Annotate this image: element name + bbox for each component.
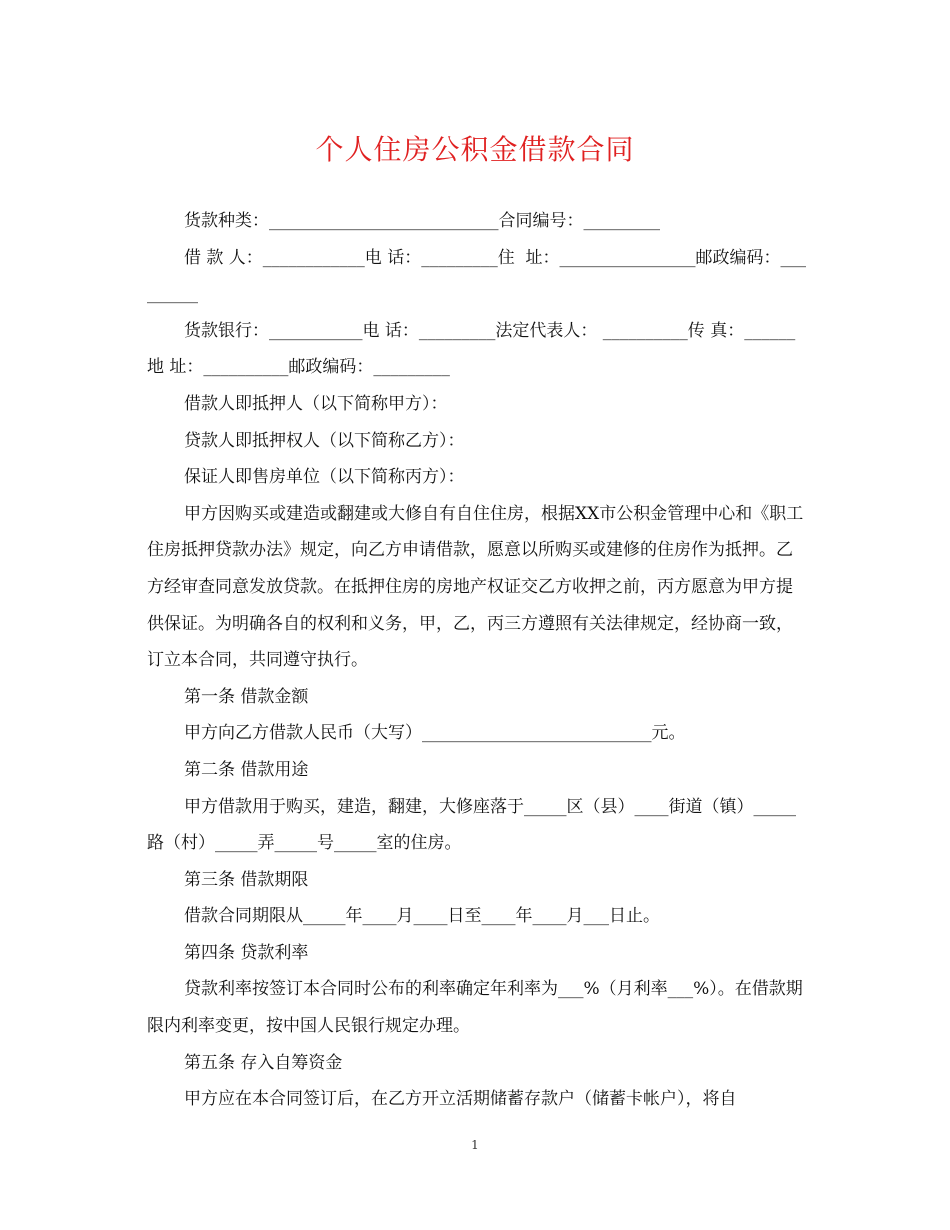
- party-b-definition: 贷款人即抵押权人（以下简称乙方）：: [184, 430, 465, 451]
- bank-info-line: 货款银行：___________电 话：_________法定代表人： __________传 真：______地 址：__________邮政编码：_________: [147, 320, 796, 378]
- article-4-heading: 第四条 贷款利率: [184, 942, 309, 963]
- article-3-text: 借款合同期限从_____年____月____日至____年____月___日止。: [184, 906, 660, 927]
- article-5-text: 甲方应在本合同签订后，在乙方开立活期储蓄存款户（储蓄卡帐户），将自: [184, 1089, 737, 1110]
- article-2-text: 甲方借款用于购买，建造，翻建，大修座落于_____区（县）____街道（镇）_____路（村）_____弄_____号_____室的住房。: [147, 796, 796, 854]
- party-c-definition: 保证人即售房单位（以下简称丙方）：: [184, 467, 465, 488]
- article-2-heading: 第二条 借款用途: [184, 759, 309, 780]
- article-1-text: 甲方向乙方借款人民币（大写）___________________________元。: [184, 723, 686, 744]
- document-title: 个人住房公积金借款合同: [315, 133, 635, 166]
- party-a-definition: 借款人即抵押人（以下简称甲方）：: [184, 393, 448, 414]
- preamble-paragraph: 甲方因购买或建造或翻建或大修自有自住住房，根据XX市公积金管理中心和《职工住房抵押贷款办法》规定，向乙方申请借款，愿意以所购买或建修的住房作为抵押。乙方经审查同意发放贷款。在抵押住房的房地产权证交乙方收押之前，丙方愿意为甲方提供保证。为明确各自的权利和义务，甲，乙，丙三方遵照有关法律规定，经协商一致，订立本合同，共同遵守执行。: [147, 503, 804, 671]
- article-4-text: 贷款利率按签订本合同时公布的利率确定年利率为___%（月利率___%）。在借款期限内利率变更，按中国人民银行规定办理。: [147, 979, 803, 1037]
- borrower-info-line: 借 款 人：____________电 话：_________住 址：________________邮政编码：_________: [147, 247, 807, 305]
- article-5-heading: 第五条 存入自筹资金: [184, 1052, 343, 1073]
- page-number: 1: [471, 1138, 479, 1152]
- document-body: [147, 203, 809, 1118]
- article-3-heading: 第三条 借款期限: [184, 869, 309, 890]
- loan-type-line: 货款种类：___________________________合同编号：_________: [184, 211, 660, 231]
- article-1-heading: 第一条 借款金额: [184, 686, 309, 707]
